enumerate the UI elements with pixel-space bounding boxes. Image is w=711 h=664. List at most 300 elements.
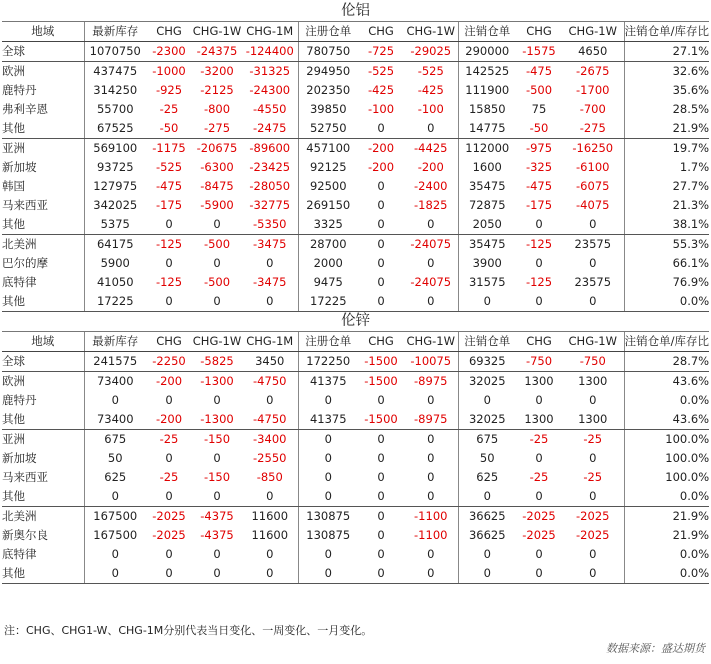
table-cell: -4425 bbox=[414, 141, 448, 155]
table-cell: 0 bbox=[377, 179, 385, 193]
region-name: 亚洲 bbox=[2, 432, 25, 446]
table-cell: 43.6% bbox=[624, 410, 709, 430]
table-cell: -24075 bbox=[410, 275, 452, 289]
table-cell: -4750 bbox=[242, 410, 298, 430]
table-cell: 35.6% bbox=[624, 81, 709, 100]
table-cell: -25 bbox=[583, 432, 603, 446]
table-cell: 0 bbox=[427, 470, 435, 484]
table-cell: 0 bbox=[266, 256, 274, 270]
table-cell: -2400 bbox=[414, 179, 448, 193]
table-cell: 28.7% bbox=[624, 352, 709, 372]
table-cell: -124400 bbox=[242, 42, 298, 62]
table-cell: 19.7% bbox=[624, 139, 709, 159]
table-cell: 0 bbox=[404, 119, 458, 139]
table-cell: 0 bbox=[165, 393, 173, 407]
table-row bbox=[2, 545, 709, 564]
table-cell: 0 bbox=[266, 547, 274, 561]
table-cell: 437475 bbox=[84, 62, 146, 82]
table-row bbox=[2, 449, 709, 468]
country-name: 其他 bbox=[2, 119, 84, 139]
table-cell: -8475 bbox=[200, 179, 234, 193]
table-cell: -525 bbox=[155, 160, 183, 174]
table-cell: 21.9% bbox=[624, 119, 709, 139]
column-header: 注册仓单 bbox=[298, 332, 358, 352]
region-name: 全球 bbox=[2, 352, 84, 372]
table-cell: 0 bbox=[377, 547, 385, 561]
table-cell: -125 bbox=[155, 237, 183, 251]
table-cell: -29025 bbox=[404, 42, 458, 62]
table-cell: 0 bbox=[358, 215, 404, 235]
table-cell: -2025 bbox=[522, 509, 556, 523]
country-name: 弗利辛恩 bbox=[2, 102, 48, 116]
table-cell: 0 bbox=[192, 215, 242, 235]
table-cell: -25 bbox=[159, 102, 179, 116]
table-cell: -6300 bbox=[200, 160, 234, 174]
table-cell: -975 bbox=[525, 141, 553, 155]
table-cell: 167500 bbox=[84, 526, 146, 545]
table-row bbox=[2, 119, 709, 139]
table-cell: 0 bbox=[404, 292, 458, 312]
table-cell: -1500 bbox=[358, 352, 404, 372]
table-row bbox=[2, 430, 709, 450]
table-cell: 21.3% bbox=[624, 196, 709, 215]
table-cell: 3450 bbox=[242, 352, 298, 372]
table-cell: -2250 bbox=[146, 352, 192, 372]
column-header: 注销仓单/库存比 bbox=[624, 22, 709, 42]
table-cell: -50 bbox=[146, 119, 192, 139]
table-cell: -2025 bbox=[522, 528, 556, 542]
table-cell: -100 bbox=[367, 102, 395, 116]
table-cell: -750 bbox=[562, 352, 624, 372]
table-cell: -125 bbox=[525, 237, 553, 251]
table-cell: 1070750 bbox=[84, 42, 146, 62]
table-cell: 55700 bbox=[84, 100, 146, 119]
table-cell: -2025 bbox=[152, 528, 186, 542]
table-cell: 0 bbox=[146, 292, 192, 312]
table-row bbox=[2, 468, 709, 487]
table-cell: -5825 bbox=[192, 352, 242, 372]
table-cell: 0 bbox=[562, 292, 624, 312]
table-cell: -25 bbox=[529, 432, 549, 446]
table-row bbox=[2, 526, 709, 545]
table-cell: 0 bbox=[358, 292, 404, 312]
table-cell: 0 bbox=[165, 547, 173, 561]
column-header: CHG-1M bbox=[242, 332, 298, 352]
table-cell: 0 bbox=[358, 487, 404, 507]
table-cell: 0 bbox=[192, 564, 242, 584]
table-cell: -1500 bbox=[358, 410, 404, 430]
table-cell: -4375 bbox=[200, 509, 234, 523]
table-cell: 0.0% bbox=[624, 487, 709, 507]
table-cell: 0 bbox=[377, 432, 385, 446]
table-cell: 9475 bbox=[298, 273, 358, 292]
table-cell: 0 bbox=[535, 393, 543, 407]
table-cell: 0 bbox=[84, 545, 146, 564]
table-cell: -2025 bbox=[576, 509, 610, 523]
table-cell: 76.9% bbox=[624, 273, 709, 292]
table-cell: -3400 bbox=[253, 432, 287, 446]
table-cell: -23425 bbox=[249, 160, 291, 174]
table-cell: 0 bbox=[458, 292, 516, 312]
table-cell: 52750 bbox=[298, 119, 358, 139]
table-cell: 0 bbox=[298, 468, 358, 487]
table-cell: 92125 bbox=[298, 158, 358, 177]
table-cell: 73400 bbox=[84, 372, 146, 392]
table-cell: 50 bbox=[84, 449, 146, 468]
table-cell: 21.9% bbox=[624, 526, 709, 545]
table-cell: 569100 bbox=[84, 139, 146, 159]
table-cell: -25 bbox=[529, 470, 549, 484]
table-cell: -200 bbox=[155, 374, 183, 388]
table-row bbox=[2, 273, 709, 292]
table-row bbox=[2, 372, 709, 392]
country-name: 新奥尔良 bbox=[2, 528, 48, 542]
table-cell: 5375 bbox=[84, 215, 146, 235]
table-cell: -1700 bbox=[576, 83, 610, 97]
table-cell: -125 bbox=[525, 275, 553, 289]
column-header: CHG bbox=[146, 22, 192, 42]
table-cell: 675 bbox=[84, 430, 146, 450]
table-row bbox=[2, 158, 709, 177]
table-cell: -850 bbox=[256, 470, 283, 484]
table-cell: 780750 bbox=[298, 42, 358, 62]
table-cell: 43.6% bbox=[624, 372, 709, 392]
table-cell: 2050 bbox=[458, 215, 516, 235]
table-cell: -475 bbox=[525, 64, 553, 78]
table-cell: 66.1% bbox=[624, 254, 709, 273]
table-cell: 17225 bbox=[84, 292, 146, 312]
table-cell: -2025 bbox=[576, 528, 610, 542]
column-header: CHG-1W bbox=[404, 332, 458, 352]
table-cell: 130875 bbox=[298, 526, 358, 545]
table-cell: 111900 bbox=[458, 81, 516, 100]
table-cell: -750 bbox=[516, 352, 562, 372]
table-cell: 0 bbox=[377, 237, 385, 251]
table-cell: -525 bbox=[417, 64, 444, 78]
column-header: 地域 bbox=[2, 332, 84, 352]
table-cell: -24075 bbox=[410, 237, 452, 251]
table-row bbox=[2, 352, 709, 372]
table-row bbox=[2, 564, 709, 584]
section-title: 伦铝 bbox=[2, 2, 709, 22]
table-cell: -25 bbox=[159, 432, 179, 446]
table-cell: -32775 bbox=[249, 198, 291, 212]
table-cell: -1825 bbox=[414, 198, 448, 212]
table-cell: 0 bbox=[84, 391, 146, 410]
column-header: CHG bbox=[146, 332, 192, 352]
table-cell: 0 bbox=[516, 487, 562, 507]
table-cell: 290000 bbox=[458, 42, 516, 62]
table-cell: 269150 bbox=[298, 196, 358, 215]
table-cell: 93725 bbox=[84, 158, 146, 177]
table-cell: 0 bbox=[146, 564, 192, 584]
country-name: 其他 bbox=[2, 410, 84, 430]
column-header: 注销仓单/库存比 bbox=[624, 332, 709, 352]
table-cell: 0 bbox=[516, 292, 562, 312]
table-cell: -2300 bbox=[146, 42, 192, 62]
table-cell: 0 bbox=[242, 292, 298, 312]
region-name: 亚洲 bbox=[2, 141, 25, 155]
table-cell: 11600 bbox=[251, 509, 289, 523]
table-cell: 15850 bbox=[458, 100, 516, 119]
country-name: 其他 bbox=[2, 487, 84, 507]
table-cell: 0 bbox=[242, 564, 298, 584]
table-cell: 100.0% bbox=[624, 430, 709, 450]
table-cell: 0 bbox=[298, 391, 358, 410]
table-cell: -10075 bbox=[404, 352, 458, 372]
table-cell: 27.7% bbox=[624, 177, 709, 196]
table-cell: 675 bbox=[458, 430, 516, 450]
table-cell: 0 bbox=[377, 275, 385, 289]
table-cell: 38.1% bbox=[624, 215, 709, 235]
table-cell: -425 bbox=[417, 83, 444, 97]
column-header: CHG bbox=[516, 332, 562, 352]
table-cell: 0 bbox=[427, 451, 435, 465]
region-name: 北美洲 bbox=[2, 237, 37, 251]
table-cell: 0 bbox=[458, 545, 516, 564]
table-cell: -24300 bbox=[249, 83, 291, 97]
table-cell: -125 bbox=[155, 275, 183, 289]
table-cell: -50 bbox=[516, 119, 562, 139]
table-cell: -1000 bbox=[152, 64, 186, 78]
table-cell: 0 bbox=[242, 487, 298, 507]
country-name: 其他 bbox=[2, 564, 84, 584]
table-cell: 0 bbox=[516, 215, 562, 235]
table-cell: 100.0% bbox=[624, 468, 709, 487]
table-cell: 0 bbox=[165, 256, 173, 270]
table-cell: 0.0% bbox=[624, 391, 709, 410]
table-cell: 0 bbox=[213, 451, 221, 465]
section-title: 伦锌 bbox=[2, 312, 709, 332]
table-cell: -175 bbox=[155, 198, 183, 212]
table-cell: 1300 bbox=[524, 374, 554, 388]
column-header: 注册仓单 bbox=[298, 22, 358, 42]
table-cell: 64175 bbox=[84, 235, 146, 255]
column-header: 最新库存 bbox=[84, 332, 146, 352]
table-cell: 142525 bbox=[458, 62, 516, 82]
table-row bbox=[2, 391, 709, 410]
table-cell: 0 bbox=[192, 292, 242, 312]
table-cell: 625 bbox=[458, 468, 516, 487]
table-cell: 4650 bbox=[562, 42, 624, 62]
column-header: CHG-1W bbox=[562, 332, 624, 352]
table-cell: -200 bbox=[367, 141, 395, 155]
table-row bbox=[2, 410, 709, 430]
table-cell: -425 bbox=[367, 83, 395, 97]
table-cell: -2675 bbox=[576, 64, 610, 78]
table-row bbox=[2, 235, 709, 255]
table-row bbox=[2, 196, 709, 215]
table-cell: -200 bbox=[417, 160, 444, 174]
table-cell: 0.0% bbox=[624, 564, 709, 584]
table-cell: 0 bbox=[146, 215, 192, 235]
table-cell: 0 bbox=[213, 393, 221, 407]
table-cell: -725 bbox=[358, 42, 404, 62]
country-name: 其他 bbox=[2, 215, 84, 235]
table-cell: 1300 bbox=[516, 410, 562, 430]
table-cell: 0 bbox=[516, 564, 562, 584]
country-name: 新加坡 bbox=[2, 160, 37, 174]
column-header: CHG-1W bbox=[192, 332, 242, 352]
table-cell: -3475 bbox=[253, 237, 287, 251]
table-cell: -800 bbox=[203, 102, 231, 116]
column-header: 最新库存 bbox=[84, 22, 146, 42]
inventory-sheet bbox=[2, 2, 709, 584]
table-cell: 27.1% bbox=[624, 42, 709, 62]
country-name: 其他 bbox=[2, 292, 84, 312]
table-cell: 0 bbox=[298, 430, 358, 450]
table-cell: 41375 bbox=[298, 410, 358, 430]
table-cell: 41050 bbox=[84, 273, 146, 292]
column-header: CHG-1W bbox=[404, 22, 458, 42]
table-cell: 167500 bbox=[84, 507, 146, 527]
table-cell: 3900 bbox=[458, 254, 516, 273]
region-name: 全球 bbox=[2, 42, 84, 62]
data-source: 数据来源：盛达期货 bbox=[606, 642, 705, 655]
table-cell: -89600 bbox=[249, 141, 291, 155]
country-name: 鹿特丹 bbox=[2, 393, 37, 407]
region-name: 欧洲 bbox=[2, 374, 25, 388]
table-cell: -475 bbox=[525, 179, 553, 193]
table-cell: 294950 bbox=[298, 62, 358, 82]
column-header: CHG-1W bbox=[562, 22, 624, 42]
region-name: 欧洲 bbox=[2, 64, 25, 78]
table-cell: 67525 bbox=[84, 119, 146, 139]
table-cell: 0 bbox=[562, 487, 624, 507]
country-name: 底特律 bbox=[2, 275, 37, 289]
table-cell: 0 bbox=[589, 547, 597, 561]
table-cell: 0 bbox=[427, 393, 435, 407]
table-row bbox=[2, 177, 709, 196]
table-cell: 0 bbox=[146, 487, 192, 507]
country-name: 韩国 bbox=[2, 179, 25, 193]
table-cell: 5900 bbox=[84, 254, 146, 273]
table-cell: -700 bbox=[579, 102, 606, 116]
table-cell: 0 bbox=[377, 256, 385, 270]
table-cell: 0 bbox=[458, 564, 516, 584]
table-cell: 35475 bbox=[458, 235, 516, 255]
table-cell: 0 bbox=[377, 470, 385, 484]
metal-table-0 bbox=[2, 2, 709, 312]
table-cell: -2475 bbox=[242, 119, 298, 139]
table-cell: 0 bbox=[298, 449, 358, 468]
table-cell: 0 bbox=[427, 547, 435, 561]
table-cell: -150 bbox=[203, 432, 231, 446]
table-cell: -3200 bbox=[200, 64, 234, 78]
table-cell: 0 bbox=[377, 451, 385, 465]
table-cell: 0 bbox=[192, 487, 242, 507]
table-cell: 0 bbox=[404, 215, 458, 235]
table-cell: -2025 bbox=[152, 509, 186, 523]
table-cell: -1500 bbox=[364, 374, 398, 388]
table-cell: 1600 bbox=[458, 158, 516, 177]
table-cell: -1575 bbox=[516, 42, 562, 62]
table-cell: 2000 bbox=[298, 254, 358, 273]
table-cell: -1175 bbox=[152, 141, 186, 155]
table-cell: -275 bbox=[562, 119, 624, 139]
table-cell: -500 bbox=[203, 237, 231, 251]
table-cell: 0 bbox=[377, 393, 385, 407]
table-cell: -175 bbox=[525, 198, 553, 212]
table-cell: 0 bbox=[562, 564, 624, 584]
table-cell: 0 bbox=[84, 487, 146, 507]
table-cell: 0 bbox=[358, 119, 404, 139]
table-cell: 3325 bbox=[298, 215, 358, 235]
table-cell: -200 bbox=[146, 410, 192, 430]
column-header: CHG bbox=[358, 332, 404, 352]
country-name: 巴尔的摩 bbox=[2, 256, 48, 270]
table-cell: -25 bbox=[583, 470, 603, 484]
table-row bbox=[2, 100, 709, 119]
table-cell: -275 bbox=[192, 119, 242, 139]
table-cell: 1300 bbox=[562, 410, 624, 430]
table-cell: 172250 bbox=[298, 352, 358, 372]
table-cell: 0 bbox=[458, 487, 516, 507]
country-name: 马来西亚 bbox=[2, 198, 48, 212]
table-cell: -150 bbox=[203, 470, 231, 484]
table-cell: 11600 bbox=[251, 528, 289, 542]
table-cell: 0 bbox=[535, 451, 543, 465]
table-cell: -4375 bbox=[200, 528, 234, 542]
table-row bbox=[2, 254, 709, 273]
table-cell: 28700 bbox=[298, 235, 358, 255]
table-cell: -20675 bbox=[196, 141, 238, 155]
table-cell: -325 bbox=[525, 160, 553, 174]
table-row bbox=[2, 215, 709, 235]
table-cell: -31325 bbox=[249, 64, 291, 78]
table-cell: 0 bbox=[298, 545, 358, 564]
table-cell: -6075 bbox=[576, 179, 610, 193]
table-cell: 0 bbox=[84, 564, 146, 584]
table-cell: -3475 bbox=[253, 275, 287, 289]
table-cell: -24375 bbox=[192, 42, 242, 62]
table-cell: -1100 bbox=[414, 528, 448, 542]
table-cell: 14775 bbox=[458, 119, 516, 139]
country-name: 马来西亚 bbox=[2, 470, 48, 484]
table-cell: 0 bbox=[589, 451, 597, 465]
table-cell: 41375 bbox=[298, 372, 358, 392]
table-cell: 0 bbox=[589, 256, 597, 270]
table-cell: 0 bbox=[165, 451, 173, 465]
table-cell: 35475 bbox=[458, 177, 516, 196]
table-cell: -4550 bbox=[253, 102, 287, 116]
table-cell: 0 bbox=[266, 393, 274, 407]
table-cell: 0 bbox=[213, 256, 221, 270]
region-name: 北美洲 bbox=[2, 509, 37, 523]
table-cell: 0 bbox=[535, 256, 543, 270]
table-cell: -525 bbox=[367, 64, 395, 78]
column-header: CHG-1W bbox=[192, 22, 242, 42]
country-name: 底特律 bbox=[2, 547, 37, 561]
column-header: CHG bbox=[358, 22, 404, 42]
table-cell: 36625 bbox=[458, 507, 516, 527]
table-cell: -925 bbox=[155, 83, 183, 97]
table-cell: -1300 bbox=[192, 410, 242, 430]
table-cell: -500 bbox=[525, 83, 553, 97]
table-cell: 0 bbox=[535, 547, 543, 561]
table-cell: 0 bbox=[377, 528, 385, 542]
table-cell: 0 bbox=[358, 564, 404, 584]
table-cell: -28050 bbox=[249, 179, 291, 193]
table-cell: 241575 bbox=[84, 352, 146, 372]
table-cell: 72875 bbox=[458, 196, 516, 215]
table-cell: -8975 bbox=[414, 374, 448, 388]
table-cell: 0 bbox=[589, 393, 597, 407]
column-header: 注销仓单 bbox=[458, 332, 516, 352]
table-cell: -4075 bbox=[576, 198, 610, 212]
table-cell: 0 bbox=[213, 547, 221, 561]
table-cell: 31575 bbox=[458, 273, 516, 292]
